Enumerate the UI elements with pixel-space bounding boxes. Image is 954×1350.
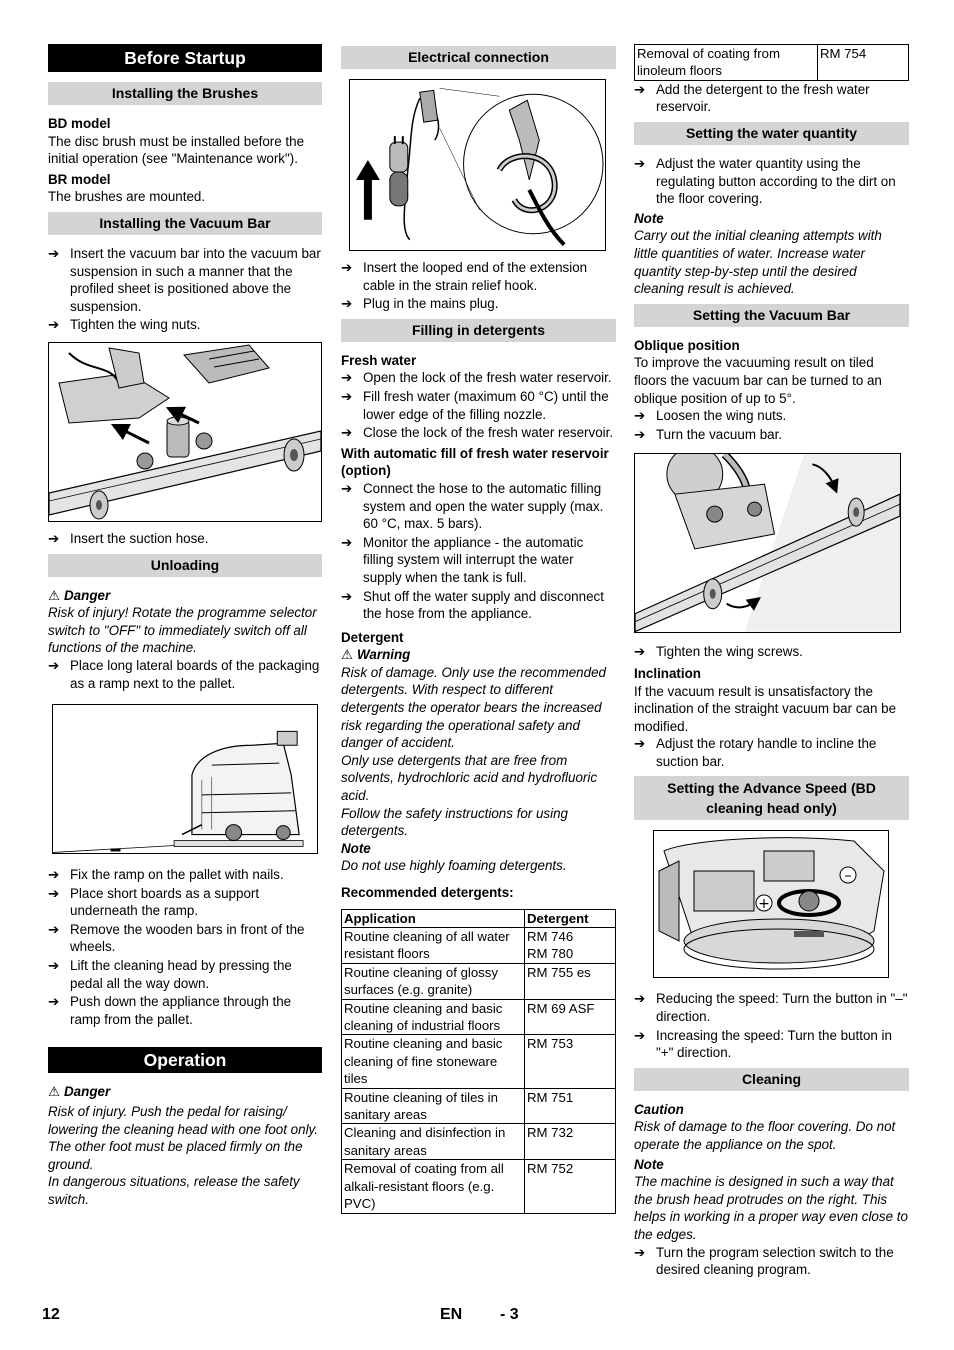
water-note-text: Carry out the initial cleaning attempts with little quantities of water. Increase water quantity step-by-step until the desired cleaning result is achieved.	[634, 228, 882, 297]
note-label: Note	[634, 210, 664, 226]
arrow-right-icon: ➔	[634, 736, 646, 752]
step-item: ➔ Adjust the water quantity using the regulating button according to the dirt on the floor covering.	[634, 156, 896, 207]
table-row	[342, 1160, 616, 1213]
arrow-right-icon: ➔	[341, 296, 353, 312]
table-cell-detergent: RM 755 es	[525, 963, 616, 999]
step-item: ➔ Push down the appliance through the ramp from the pallet.	[48, 994, 292, 1027]
heading-unloading: Unloading	[48, 554, 322, 577]
table-cell-detergent: RM 753	[525, 1035, 616, 1088]
section-page-number: - 3	[500, 1306, 519, 1323]
note-label: Note	[341, 840, 371, 856]
cleaning-note-text: The machine is designed in such a way that the brush head protrudes on the right. This helps in working in a proper way even close to the edges.	[634, 1174, 908, 1242]
heading-installing-vacuum-bar: Installing the Vacuum Bar	[48, 212, 322, 235]
minus-sign: –	[844, 868, 852, 885]
arrow-right-icon: ➔	[341, 425, 353, 441]
table-cell-detergent: RM 752	[525, 1160, 616, 1213]
step-item: ➔ Turn the vacuum bar.	[634, 426, 783, 442]
detergents-table	[341, 909, 616, 1214]
section-title-before-startup: Before Startup	[48, 44, 322, 72]
table-row	[342, 1035, 616, 1088]
table-row	[342, 1088, 616, 1124]
figure-advance-speed	[653, 830, 889, 978]
table-cell-application: Removal of coating from all alkali-resistant floors (e.g. PVC)	[342, 1160, 525, 1213]
language-code: EN	[440, 1306, 463, 1323]
figure-unloading-ramp	[52, 704, 318, 854]
heading-electrical-connection: Electrical connection	[341, 46, 616, 69]
table-cell-detergent: RM 732	[525, 1124, 616, 1160]
step-item: ➔ Reducing the speed: Turn the button in "–" direction.	[634, 991, 908, 1025]
arrow-right-icon: ➔	[634, 1244, 646, 1260]
br-model-label: BR model	[48, 171, 111, 187]
step-item: ➔ Close the lock of the fresh water reservoir.	[341, 425, 614, 441]
arrow-right-icon: ➔	[48, 245, 60, 261]
column-header-application: Application	[342, 909, 525, 927]
unloading-danger-text: Risk of injury! Rotate the programme selector switch to "OFF" to immediately switch off all functions of the machine.	[48, 605, 317, 656]
step-item: ➔ Insert the suction hose.	[48, 530, 209, 546]
step-item: ➔ Place long lateral boards of the packaging as a ramp next to the pallet.	[48, 657, 320, 691]
heading-water-quantity: Setting the water quantity	[634, 122, 909, 145]
table-cell-application: Cleaning and disinfection in sanitary areas	[342, 1124, 525, 1160]
warning-text-2: Only use detergents that are free from solvents, hydrochloric acid and hydrofluoric acid.	[341, 752, 598, 804]
arrow-right-icon: ➔	[634, 156, 646, 171]
danger-label: ⚠ Danger	[48, 587, 111, 603]
arrow-right-icon: ➔	[48, 867, 60, 883]
machine-on-pallet-illustration	[53, 705, 317, 853]
step-item: ➔ Monitor the appliance - the automatic filling system will interrupt the water supply when the tank is full.	[341, 534, 584, 585]
arrow-right-icon: ➔	[48, 317, 60, 333]
table-cell-detergent: RM 746 RM 780	[525, 928, 616, 964]
vacuum-bar-illustration	[49, 343, 321, 521]
table-row	[342, 928, 616, 964]
arrow-right-icon: ➔	[634, 644, 646, 660]
detergents-table-continued	[634, 44, 909, 81]
arrow-right-icon: ➔	[634, 991, 646, 1007]
arrow-right-icon: ➔	[48, 958, 60, 974]
oblique-position-label: Oblique position	[634, 337, 740, 353]
column-1	[48, 44, 322, 1209]
detergents-table-body	[342, 928, 616, 1214]
caution-text: Risk of damage to the floor covering. Do not operate the appliance on the spot.	[634, 1119, 896, 1153]
table-cell-application: Routine cleaning of tiles in sanitary areas	[342, 1088, 525, 1124]
figure-vacuum-bar-oblique	[634, 453, 901, 633]
arrow-right-icon: ➔	[341, 534, 353, 550]
arrow-right-icon: ➔	[48, 994, 60, 1010]
advance-speed-steps	[634, 990, 909, 1061]
step-item: ➔ Connect the hose to the automatic filling system and open the water supply (max. 60 °C, max. 5 bars).	[341, 480, 604, 532]
arrow-right-icon: ➔	[341, 388, 353, 404]
table-header-row	[342, 909, 616, 927]
step-item: ➔ Fill fresh water (maximum 60 °C) until the lower edge of the filling nozzle.	[341, 388, 609, 422]
bd-model-label: BD model	[48, 116, 111, 131]
heading-advance-speed: Setting the Advance Speed (BD cleaning head only)	[634, 776, 909, 820]
table-cell-detergent: RM 69 ASF	[525, 999, 616, 1035]
table-row	[342, 999, 616, 1035]
figure-vacuum-bar-installation	[48, 342, 322, 522]
section-title-operation: Operation	[48, 1047, 322, 1073]
arrow-right-icon: ➔	[48, 657, 60, 673]
plus-sign: +	[758, 896, 770, 913]
arrow-right-icon: ➔	[341, 588, 353, 604]
arrow-right-icon: ➔	[634, 408, 646, 424]
arrow-right-icon: ➔	[341, 480, 353, 496]
detergent-label: Detergent	[341, 629, 404, 645]
unloading-steps	[48, 866, 322, 1028]
table-row	[342, 1124, 616, 1160]
auto-fill-heading: With automatic fill of fresh water reservoir (option)	[341, 445, 609, 479]
caution-label: Caution	[634, 1101, 684, 1117]
note-label: Note	[634, 1156, 664, 1172]
column-3	[634, 44, 909, 1280]
fresh-water-label: Fresh water	[341, 352, 417, 368]
warning-triangle-icon: ⚠	[48, 587, 61, 603]
inclination-label: Inclination	[634, 665, 701, 681]
advance-speed-knob-illustration	[654, 831, 888, 977]
step-item: ➔ Tighten the wing nuts.	[48, 317, 201, 333]
heading-installing-brushes: Installing the Brushes	[48, 82, 322, 105]
arrow-right-icon: ➔	[341, 260, 353, 275]
arrow-right-icon: ➔	[48, 885, 60, 901]
arrow-right-icon: ➔	[634, 81, 646, 97]
oblique-steps	[634, 407, 909, 443]
table-cell-application: Routine cleaning of all water resistant floors	[342, 928, 525, 964]
page-number: 12	[42, 1306, 60, 1323]
step-item: ➔ Increasing the speed: Turn the button in "+" direction.	[634, 1027, 892, 1061]
br-model-text: The brushes are mounted.	[48, 189, 206, 205]
table-cell-detergent: RM 754	[818, 45, 909, 81]
warning-text-1: Risk of damage. Only use the recommended detergents. With respect to different detergents the operator bears the increased risk regarding the operational safety and danger of accident.	[341, 664, 606, 751]
note-text: Do not use highly foaming detergents.	[341, 858, 567, 874]
step-item: ➔ Place short boards as a support underneath the ramp.	[48, 885, 260, 919]
step-item: ➔ Add the detergent to the fresh water reservoir.	[634, 81, 870, 115]
column-2	[341, 44, 616, 1214]
warning-triangle-icon: ⚠	[48, 1084, 61, 1100]
cable-strain-relief-illustration	[350, 80, 605, 250]
step-item: ➔ Plug in the mains plug.	[341, 296, 499, 312]
vacuum-bar-oblique-illustration	[635, 454, 900, 632]
fresh-water-steps	[341, 369, 616, 441]
step-item: ➔ Insert the looped end of the extension cable in the strain relief hook.	[341, 260, 588, 293]
step-item: ➔ Tighten the wing screws.	[634, 644, 803, 660]
heading-cleaning: Cleaning	[634, 1068, 909, 1091]
bd-model-text: The disc brush must be installed before the initial operation (see "Maintenance work").	[48, 133, 305, 167]
table-cell-application: Routine cleaning of glossy surfaces (e.g. granite)	[342, 963, 525, 999]
arrow-right-icon: ➔	[48, 530, 60, 546]
arrow-right-icon: ➔	[634, 1027, 646, 1043]
table-cell-application: Routine cleaning and basic cleaning of industrial floors	[342, 999, 525, 1035]
electrical-steps	[341, 259, 616, 313]
table-row	[635, 45, 909, 81]
table-cell-detergent: RM 751	[525, 1088, 616, 1124]
step-item: ➔ Insert the vacuum bar into the vacuum bar suspension in such a manner that the profiled sheet is positioned above the suspension.	[48, 245, 321, 314]
step-item: ➔ Adjust the rotary handle to incline the suction bar.	[634, 736, 877, 769]
figure-electrical-connection	[349, 79, 606, 251]
column-header-detergent: Detergent	[525, 909, 616, 927]
heading-filling-detergents: Filling in detergents	[341, 319, 616, 342]
inclination-text: If the vacuum result is unsatisfactory the inclination of the straight vacuum bar can be modified.	[634, 683, 897, 734]
operation-danger-text: Risk of injury. Push the pedal for raising/ lowering the cleaning head with one foot only. The other foot must be placed firmly on the ground.	[48, 1104, 318, 1172]
arrow-right-icon: ➔	[634, 426, 646, 442]
warning-text-3: Follow the safety instructions for using detergents.	[341, 805, 569, 839]
step-item: ➔ Loosen the wing nuts.	[634, 408, 787, 424]
operation-danger-text-2: In dangerous situations, release the safety switch.	[48, 1174, 300, 1207]
table-cell-application: Routine cleaning and basic cleaning of fine stoneware tiles	[342, 1035, 525, 1088]
table-cell-application: Removal of coating from linoleum floors	[635, 45, 818, 81]
warning-label: ⚠ Warning	[341, 647, 411, 663]
danger-label: ⚠ Danger	[48, 1084, 111, 1100]
table-row	[342, 963, 616, 999]
step-item: ➔ Lift the cleaning head by pressing the pedal all the way down.	[48, 958, 292, 991]
arrow-right-icon: ➔	[341, 370, 353, 386]
warning-triangle-icon: ⚠	[341, 647, 354, 663]
step-item: ➔ Shut off the water supply and disconnect the hose from the appliance.	[341, 588, 604, 622]
recommended-detergents-label: Recommended detergents:	[341, 885, 514, 900]
oblique-text: To improve the vacuuming result on tiled floors the vacuum bar can be turned to an oblique position of up to 5°.	[634, 355, 882, 406]
arrow-right-icon: ➔	[48, 921, 60, 937]
auto-fill-steps	[341, 480, 616, 623]
step-item: ➔ Turn the program selection switch to the desired cleaning program.	[634, 1244, 894, 1278]
step-item: ➔ Open the lock of the fresh water reservoir.	[341, 370, 612, 386]
step-item: ➔ Remove the wooden bars in front of the wheels.	[48, 921, 305, 955]
heading-vacuum-bar: Setting the Vacuum Bar	[634, 304, 909, 327]
step-item: ➔ Fix the ramp on the pallet with nails.	[48, 867, 284, 883]
vacuum-bar-steps	[48, 245, 322, 334]
